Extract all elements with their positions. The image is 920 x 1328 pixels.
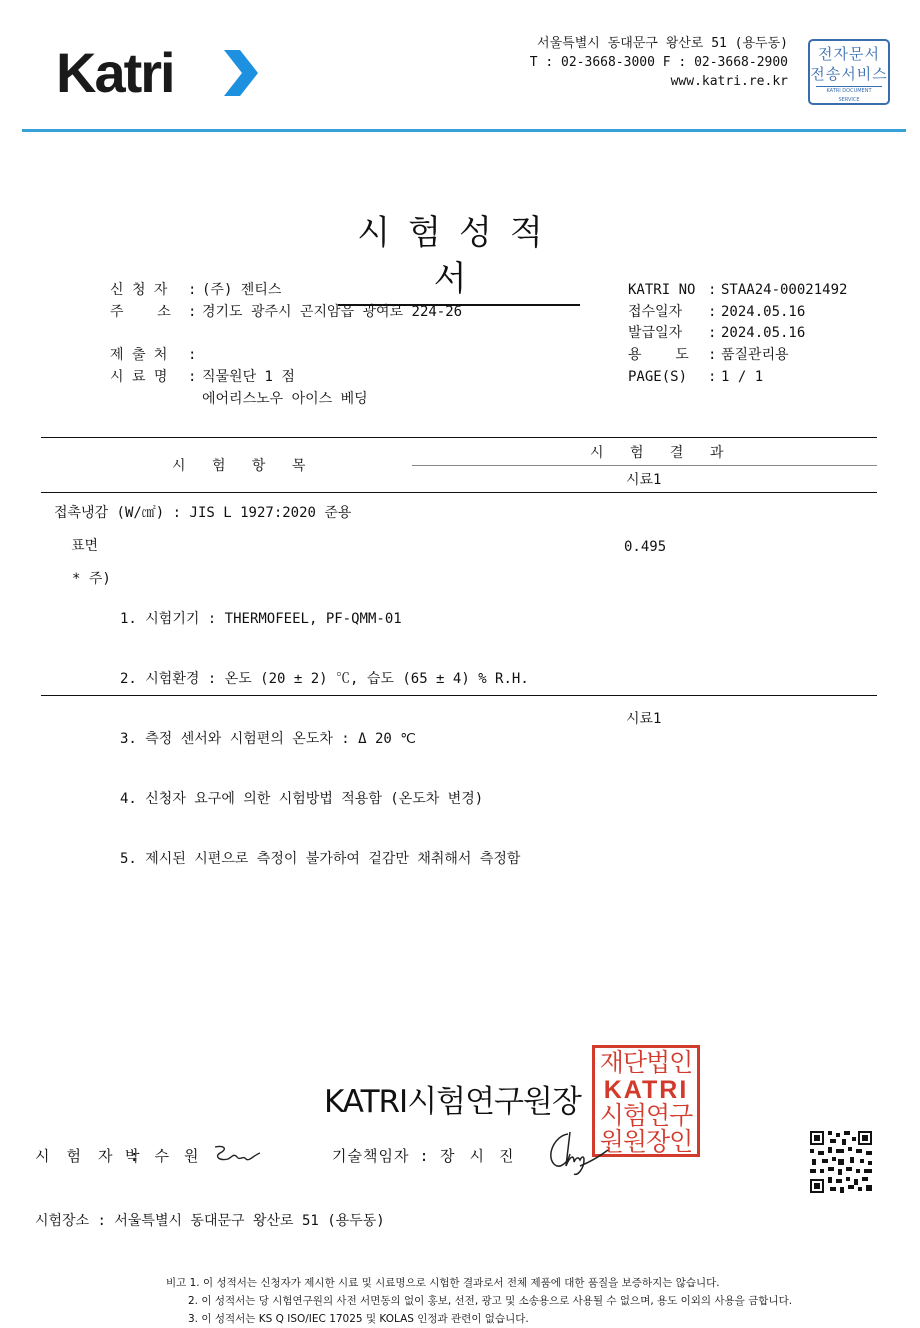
sample-label-below: 시료1 [626,711,662,727]
footnote-3: 3. 이 성적서는 KS Q ISO/IEC 17025 및 KOLAS 인정과 관련이 없습니다. [188,1313,529,1325]
table-top-rule [41,437,877,438]
institute-head-title: KATRI시험연구원장 [324,1084,581,1120]
header-divider [22,129,906,132]
note-marker: * 주) [72,571,111,587]
tech-manager-name: 장 시 진 [440,1147,517,1165]
sample-column-header: 시료1 [626,472,662,488]
test-item-header: 시 험 항 목 [172,458,315,474]
test-location: 시험장소 : 서울특별시 동대문구 왕산로 51 (용두동) [35,1213,385,1229]
footnote-2: 2. 이 성적서는 당 시험연구원의 사전 서면동의 없이 홍보, 선전, 광고 및 소송용으로 사용될 수 없으며, 용도 이외의 사용을 금합니다. [188,1295,793,1307]
tech-manager-signature [544,1126,610,1182]
header-website: www.katri.re.kr [670,74,788,89]
tech-manager-label: 기술책임자 : [332,1147,430,1165]
test-method: 접촉냉감 (W/㎠) : JIS L 1927:2020 준용 [54,505,352,521]
row-label: 표면 [71,538,99,554]
report-info: KATRI NO : STAA24-00021492 접수일자 : 2024.05.16 발급일자 : 2024.05.16 용 도 : 품질관리용 PAGE(S) : 1 / 1 [628,282,848,385]
header-phone-fax: T : 02-3668-3000 F : 02-3668-2900 [529,55,788,70]
table-header-rule [41,492,877,493]
result-header-rule [412,465,877,466]
note-item: 2. 시험환경 : 온도 (20 ± 2) ℃, 습도 (65 ± 4) % R.H. [120,671,529,687]
qr-code [808,1129,874,1195]
e-document-badge: 전자문서 전송서비스 KATRI DOCUMENT SERVICE [808,39,890,105]
note-item: 4. 신청자 요구에 의한 시험방법 적용함 (온도차 변경) [120,791,484,807]
tester-name: 박 수 원 [125,1147,202,1165]
tester-signature [210,1143,262,1169]
note-item: 3. 측정 센서와 시험편의 온도차 : Δ 20 ℃ [120,731,417,747]
notes-list [120,569,529,889]
document-title: 시험성적서 [338,210,580,306]
official-seal-stamp: 재단법인 KATRI 시험연구 원원장인 [592,1045,700,1157]
tester-label: 시 험 자 : [35,1147,143,1165]
katri-logo: Katri [56,41,174,104]
table-bottom-rule [41,695,877,696]
test-result-header: 시 험 결 과 [590,445,733,461]
header-contact [530,34,788,91]
footnote-1: 비고 1. 이 성적서는 신청자가 제시한 시료 및 시료명으로 시험한 결과로서 전체 제품에 대한 품질을 보증하지는 않습니다. [166,1277,720,1289]
header-address: 서울특별시 동대문구 왕산로 51 (용두동) [537,36,788,51]
note-item: 5. 제시된 시편으로 측정이 불가하여 겉감만 채취해서 측정함 [120,851,521,867]
note-item: 1. 시험기기 : THERMOFEEL, PF-QMM-01 [120,611,402,627]
row-value: 0.495 [624,539,667,555]
chevron-right-icon [222,48,260,98]
